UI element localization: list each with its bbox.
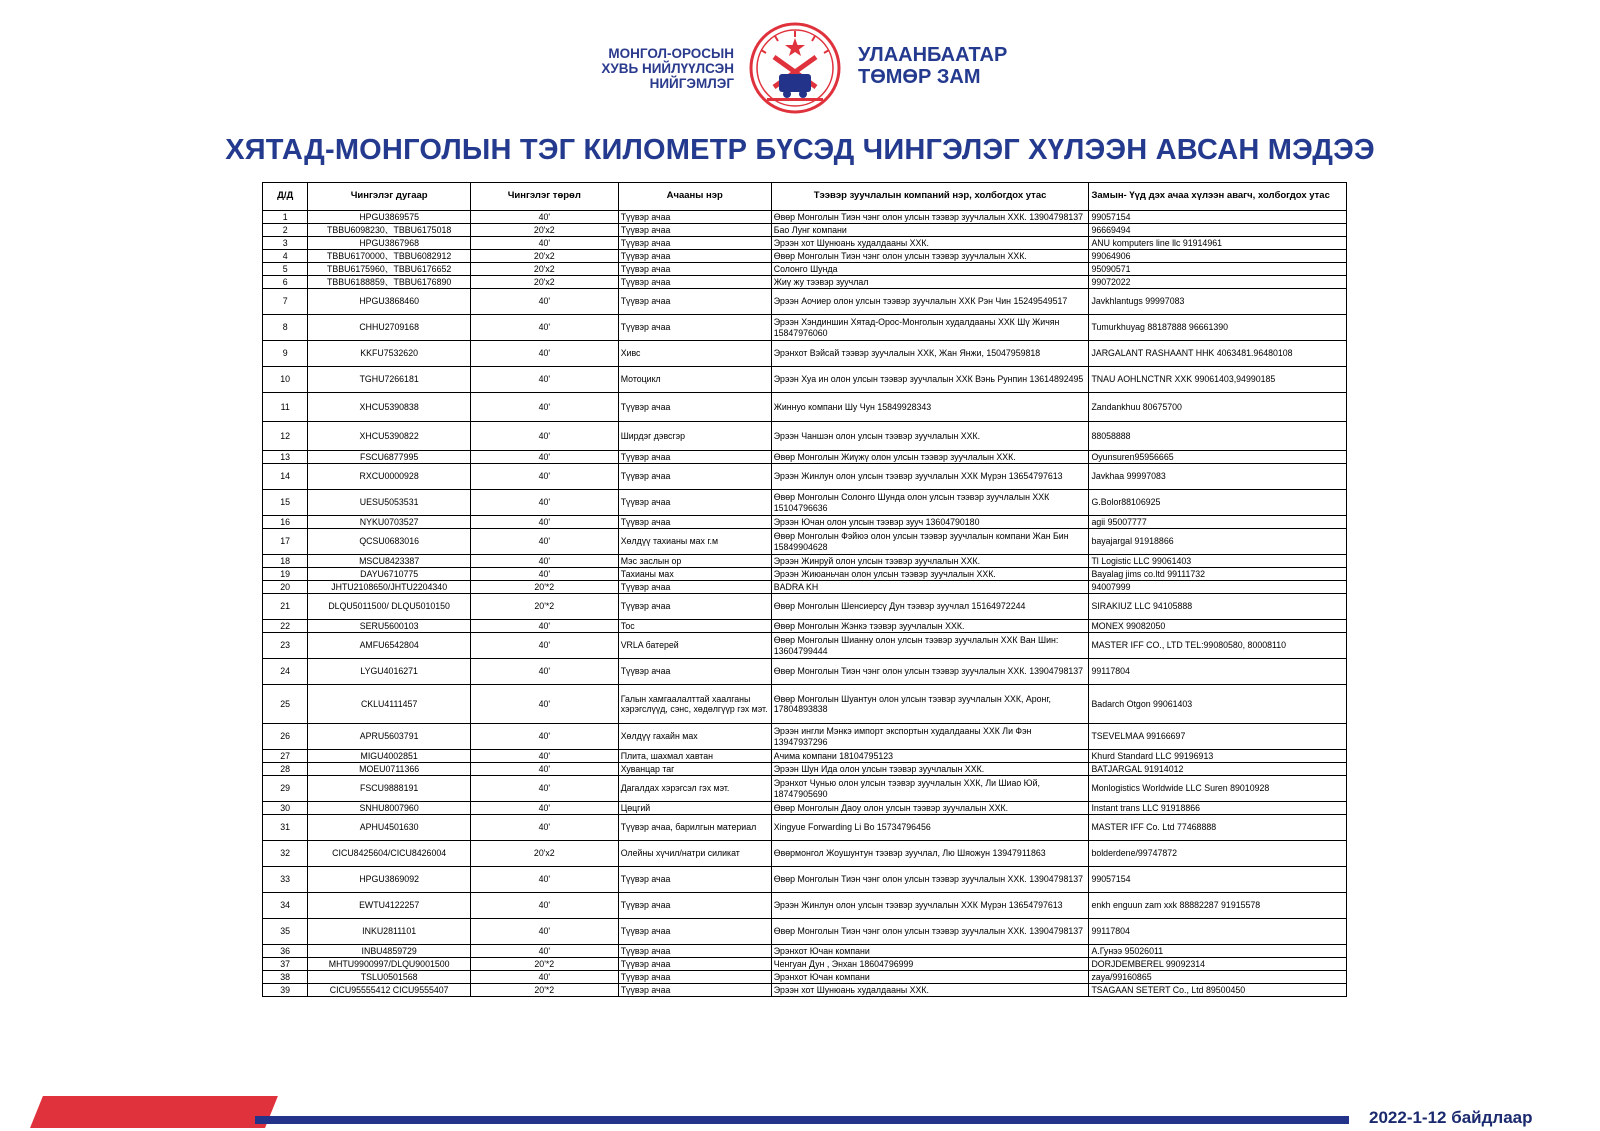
footer-blue-line bbox=[255, 1116, 1349, 1124]
table-row bbox=[263, 841, 1347, 867]
header bbox=[0, 18, 1600, 118]
table-row bbox=[263, 971, 1347, 984]
container-number: DLQU5011500/ DLQU5010150 bbox=[308, 594, 471, 620]
org-left-line-3: НИЙГЭМЛЭГ bbox=[649, 76, 734, 91]
container-number: KKFU7532620 bbox=[308, 341, 471, 367]
table-row bbox=[263, 289, 1347, 315]
forwarder: Эрэнхот Чунью олон улсын тээвэр зуучлалын ХХК, Ли Шиао Юй, 18747905690 bbox=[771, 776, 1089, 802]
table-row bbox=[263, 659, 1347, 685]
table-row bbox=[263, 919, 1347, 945]
receiver: bolderdene/99747872 bbox=[1089, 841, 1347, 867]
forwarder: Эрэнхот Вэйсай тээвэр зуучлалын ХХК, Жан Янжи, 15047959818 bbox=[771, 341, 1089, 367]
table-row bbox=[263, 451, 1347, 464]
container-type: 40' bbox=[470, 685, 618, 724]
cargo-name: Түүвэр ачаа bbox=[618, 919, 771, 945]
receiver: MONEX 99082050 bbox=[1089, 620, 1347, 633]
container-number: SNHU8007960 bbox=[308, 802, 471, 815]
cargo-name: Олейны хүчил/натри силикат bbox=[618, 841, 771, 867]
row-number: 4 bbox=[263, 250, 308, 263]
receiver: 99064906 bbox=[1089, 250, 1347, 263]
table-row bbox=[263, 685, 1347, 724]
cargo-name: Түүвэр ачаа bbox=[618, 315, 771, 341]
table-row bbox=[263, 341, 1347, 367]
table-row bbox=[263, 464, 1347, 490]
cargo-name: Түүвэр ачаа bbox=[618, 393, 771, 422]
receiver: 99117804 bbox=[1089, 659, 1347, 685]
container-number: APRU5603791 bbox=[308, 724, 471, 750]
table-row bbox=[263, 984, 1347, 997]
container-number: NYKU0703527 bbox=[308, 516, 471, 529]
container-type: 20'*2 bbox=[470, 581, 618, 594]
row-number: 6 bbox=[263, 276, 308, 289]
container-number: AMFU6542804 bbox=[308, 633, 471, 659]
receiver: Khurd Standard LLC 99196913 bbox=[1089, 750, 1347, 763]
cargo-name: Түүвэр ачаа, барилгын материал bbox=[618, 815, 771, 841]
cargo-name: Тос bbox=[618, 620, 771, 633]
cargo-name: Түүвэр ачаа bbox=[618, 276, 771, 289]
forwarder: Эрэнхот Ючан компани bbox=[771, 971, 1089, 984]
container-number: HPGU3867968 bbox=[308, 237, 471, 250]
container-number: UESU5053531 bbox=[308, 490, 471, 516]
cargo-name: Түүвэр ачаа bbox=[618, 224, 771, 237]
receiver: 94007999 bbox=[1089, 581, 1347, 594]
receiver: Oyunsuren95956665 bbox=[1089, 451, 1347, 464]
table-row bbox=[263, 581, 1347, 594]
forwarder: Ачима компани 18104795123 bbox=[771, 750, 1089, 763]
container-number: TBBU6188859、TBBU6176890 bbox=[308, 276, 471, 289]
cargo-name: Түүвэр ачаа bbox=[618, 581, 771, 594]
container-number: XHCU5390838 bbox=[308, 393, 471, 422]
row-number: 39 bbox=[263, 984, 308, 997]
row-number: 34 bbox=[263, 893, 308, 919]
row-number: 13 bbox=[263, 451, 308, 464]
cargo-name: Галын хамгаалалттай хаалганы хэрэгслүүд, сэнс, хөдөлгүүр гэх мэт. bbox=[618, 685, 771, 724]
table-row bbox=[263, 555, 1347, 568]
receiver: MASTER IFF Co. Ltd 77468888 bbox=[1089, 815, 1347, 841]
forwarder: Өвөр Монголын Фэйюэ олон улсын тээвэр зуучлалын компани Жан Бин 15849904628 bbox=[771, 529, 1089, 555]
row-number: 5 bbox=[263, 263, 308, 276]
container-number: CHHU2709168 bbox=[308, 315, 471, 341]
container-number: APHU4501630 bbox=[308, 815, 471, 841]
table-row bbox=[263, 237, 1347, 250]
container-number: CICU8425604/CICU8426004 bbox=[308, 841, 471, 867]
org-name-left bbox=[601, 46, 734, 91]
receiver: G.Bolor88106925 bbox=[1089, 490, 1347, 516]
cargo-name: Плита, шахмал хавтан bbox=[618, 750, 771, 763]
row-number: 27 bbox=[263, 750, 308, 763]
table-row bbox=[263, 802, 1347, 815]
receiver: SIRAKIUZ LLC 94105888 bbox=[1089, 594, 1347, 620]
cargo-name: Түүвэр ачаа bbox=[618, 945, 771, 958]
container-number: HPGU3869092 bbox=[308, 867, 471, 893]
receiver: Javkhlantugs 99997083 bbox=[1089, 289, 1347, 315]
cargo-name: Түүвэр ачаа bbox=[618, 893, 771, 919]
table-row bbox=[263, 867, 1347, 893]
cargo-name: Түүвэр ачаа bbox=[618, 250, 771, 263]
container-type: 20'x2 bbox=[470, 250, 618, 263]
container-type: 40' bbox=[470, 568, 618, 581]
page-title: ХЯТАД-МОНГОЛЫН ТЭГ КИЛОМЕТР БҮСЭД ЧИНГЭЛЭГ ХҮЛЭЭН АВСАН МЭДЭЭ bbox=[225, 134, 1375, 166]
table-row bbox=[263, 568, 1347, 581]
forwarder: Өвөр Монголын Тиэн чэнг олон улсын тээвэр зуучлалын ХХК. 13904798137 bbox=[771, 867, 1089, 893]
table-row bbox=[263, 211, 1347, 224]
org-right-line-2: ТӨМӨР ЗАМ bbox=[858, 66, 981, 88]
forwarder: Эрээн ингли Мэнкэ импорт экспортын худалдааны ХХК Ли Фэн 13947937296 bbox=[771, 724, 1089, 750]
row-number: 3 bbox=[263, 237, 308, 250]
receiver: 99057154 bbox=[1089, 211, 1347, 224]
container-number: LYGU4016271 bbox=[308, 659, 471, 685]
container-type: 40' bbox=[470, 750, 618, 763]
container-type: 40' bbox=[470, 919, 618, 945]
container-type: 40' bbox=[470, 516, 618, 529]
container-number: HPGU3869575 bbox=[308, 211, 471, 224]
cargo-name: Түүвэр ачаа bbox=[618, 237, 771, 250]
container-number: FSCU6877995 bbox=[308, 451, 471, 464]
container-type: 40' bbox=[470, 289, 618, 315]
forwarder: BADRA KH bbox=[771, 581, 1089, 594]
container-number: JHTU2108650/JHTU2204340 bbox=[308, 581, 471, 594]
forwarder: Xingyue Forwarding Li Bo 15734796456 bbox=[771, 815, 1089, 841]
row-number: 18 bbox=[263, 555, 308, 568]
container-number: EWTU4122257 bbox=[308, 893, 471, 919]
forwarder: Эрээн Жиюаньчан олон улсын тээвэр зуучлалын ХХК. bbox=[771, 568, 1089, 581]
container-type: 40' bbox=[470, 237, 618, 250]
receiver: 99072022 bbox=[1089, 276, 1347, 289]
row-number: 36 bbox=[263, 945, 308, 958]
cargo-name: Түүвэр ачаа bbox=[618, 464, 771, 490]
row-number: 1 bbox=[263, 211, 308, 224]
row-number: 15 bbox=[263, 490, 308, 516]
receiver: ANU komputers line llc 91914961 bbox=[1089, 237, 1347, 250]
cargo-name: Хөлдүү гахайн мах bbox=[618, 724, 771, 750]
container-type: 40' bbox=[470, 724, 618, 750]
footer-date: 2022-1-12 байдлаар bbox=[1369, 1108, 1533, 1127]
row-number: 16 bbox=[263, 516, 308, 529]
col-header-forwarder: Тээвэр зуучлалын компаний нэр, холбогдох утас bbox=[771, 183, 1089, 211]
container-number: MOEU0711366 bbox=[308, 763, 471, 776]
cargo-name: Мэс заслын ор bbox=[618, 555, 771, 568]
container-number: MHTU9900997/DLQU9001500 bbox=[308, 958, 471, 971]
receiver: А.Гунээ 95026011 bbox=[1089, 945, 1347, 958]
container-type: 40' bbox=[470, 945, 618, 958]
receiver: 96669494 bbox=[1089, 224, 1347, 237]
receiver: Tl Logistic LLC 99061403 bbox=[1089, 555, 1347, 568]
forwarder: Өвөр Монголын Тиэн чэнг олон улсын тээвэр зуучлалын ХХК. 13904798137 bbox=[771, 659, 1089, 685]
col-header-cargo-name: Ачааны нэр bbox=[618, 183, 771, 211]
receiver: TNAU AOHLNCTNR XXK 99061403,94990185 bbox=[1089, 367, 1347, 393]
cargo-name: Ширдэг дэвсгэр bbox=[618, 422, 771, 451]
forwarder: Эрээн Жинлун олон улсын тээвэр зуучлалын ХХК Мүрэн 13654797613 bbox=[771, 893, 1089, 919]
railway-logo-icon bbox=[749, 22, 841, 114]
container-number: RXCU0000928 bbox=[308, 464, 471, 490]
container-type: 40' bbox=[470, 763, 618, 776]
cargo-name: Түүвэр ачаа bbox=[618, 289, 771, 315]
container-type: 20'*2 bbox=[470, 594, 618, 620]
receiver: 99057154 bbox=[1089, 867, 1347, 893]
receiver: TSAGAAN SETERT Co., Ltd 89500450 bbox=[1089, 984, 1347, 997]
forwarder: Өвөр Монголын Тиэн чэнг олон улсын тээвэр зуучлалын ХХК. 13904798137 bbox=[771, 919, 1089, 945]
org-name-right bbox=[858, 44, 1007, 88]
receiver: Javkhaa 99997083 bbox=[1089, 464, 1347, 490]
forwarder: Өвөр Монголын Жэнкэ тээвэр зуучлалын ХХК. bbox=[771, 620, 1089, 633]
container-type: 40' bbox=[470, 367, 618, 393]
container-type: 40' bbox=[470, 529, 618, 555]
cargo-name: Тахианы мах bbox=[618, 568, 771, 581]
container-number: DAYU6710775 bbox=[308, 568, 471, 581]
cargo-name: Түүвэр ачаа bbox=[618, 971, 771, 984]
cargo-name: Түүвэр ачаа bbox=[618, 211, 771, 224]
receiver: Monlogistics Worldwide LLC Suren 89010928 bbox=[1089, 776, 1347, 802]
table-row bbox=[263, 815, 1347, 841]
forwarder: Эрээн хот Шунюань худалдааны ХХК. bbox=[771, 984, 1089, 997]
container-type: 20'x2 bbox=[470, 224, 618, 237]
table-row bbox=[263, 490, 1347, 516]
forwarder: Эрээн Хуа ин олон улсын тээвэр зуучлалын ХХК Вэнь Рунпин 13614892495 bbox=[771, 367, 1089, 393]
container-type: 40' bbox=[470, 393, 618, 422]
row-number: 19 bbox=[263, 568, 308, 581]
receiver: agii 95007777 bbox=[1089, 516, 1347, 529]
receiver: MASTER IFF CO., LTD TEL:99080580, 80008110 bbox=[1089, 633, 1347, 659]
container-type: 40' bbox=[470, 422, 618, 451]
container-number: INKU2811101 bbox=[308, 919, 471, 945]
receiver: zaya/99160865 bbox=[1089, 971, 1347, 984]
receiver: Bayalag jims co.ltd 99111732 bbox=[1089, 568, 1347, 581]
cargo-name: Түүвэр ачаа bbox=[618, 867, 771, 893]
cargo-name: VRLA батерей bbox=[618, 633, 771, 659]
container-type: 40' bbox=[470, 464, 618, 490]
row-number: 32 bbox=[263, 841, 308, 867]
container-type: 20'x2 bbox=[470, 841, 618, 867]
receiver: 88058888 bbox=[1089, 422, 1347, 451]
container-type: 40' bbox=[470, 802, 618, 815]
table-row bbox=[263, 620, 1347, 633]
row-number: 2 bbox=[263, 224, 308, 237]
container-number: TBBU6098230、TBBU6175018 bbox=[308, 224, 471, 237]
container-number: SERU5600103 bbox=[308, 620, 471, 633]
container-number: HPGU3868460 bbox=[308, 289, 471, 315]
receiver: Badarch Otgon 99061403 bbox=[1089, 685, 1347, 724]
row-number: 25 bbox=[263, 685, 308, 724]
container-number: FSCU9888191 bbox=[308, 776, 471, 802]
forwarder: Эрэнхот Ючан компани bbox=[771, 945, 1089, 958]
row-number: 8 bbox=[263, 315, 308, 341]
row-number: 7 bbox=[263, 289, 308, 315]
table-row bbox=[263, 516, 1347, 529]
forwarder: Солонго Шунда bbox=[771, 263, 1089, 276]
forwarder: Эрээн Шун Ида олон улсын тээвэр зуучлалын ХХК. bbox=[771, 763, 1089, 776]
table-row bbox=[263, 393, 1347, 422]
cargo-name: Цөцгий bbox=[618, 802, 771, 815]
receiver: bayajargal 91918866 bbox=[1089, 529, 1347, 555]
container-number: CKLU4111457 bbox=[308, 685, 471, 724]
org-left-line-2: ХУВЬ НИЙЛҮҮЛСЭН bbox=[601, 61, 734, 76]
container-number: TBBU6170000、TBBU6082912 bbox=[308, 250, 471, 263]
table-body bbox=[263, 211, 1347, 997]
row-number: 11 bbox=[263, 393, 308, 422]
cargo-name: Түүвэр ачаа bbox=[618, 984, 771, 997]
container-number: CICU95555412 CICU9555407 bbox=[308, 984, 471, 997]
container-type: 40' bbox=[470, 971, 618, 984]
forwarder: Өвөрмонгол Жоушунтун тээвэр зуучлал, Лю Шяожун 13947911863 bbox=[771, 841, 1089, 867]
container-type: 20'x2 bbox=[470, 276, 618, 289]
receiver: Instant trans LLC 91918866 bbox=[1089, 802, 1347, 815]
org-left-line-1: МОНГОЛ-ОРОСЫН bbox=[608, 46, 734, 61]
row-number: 20 bbox=[263, 581, 308, 594]
container-type: 40' bbox=[470, 659, 618, 685]
table-row bbox=[263, 893, 1347, 919]
container-type: 20'*2 bbox=[470, 958, 618, 971]
forwarder: Өвөр Монголын Шуантун олон улсын тээвэр зуучлалын ХХК, Аронг, 17804893838 bbox=[771, 685, 1089, 724]
container-type: 20'x2 bbox=[470, 263, 618, 276]
table-row bbox=[263, 776, 1347, 802]
forwarder: Эрээн Чаншэн олон улсын тээвэр зуучлалын ХХК. bbox=[771, 422, 1089, 451]
container-number: INBU4859729 bbox=[308, 945, 471, 958]
cargo-name: Түүвэр ачаа bbox=[618, 451, 771, 464]
col-header-no: Д/Д bbox=[263, 183, 308, 211]
forwarder: Эрээн Жинлун олон улсын тээвэр зуучлалын ХХК Мүрэн 13654797613 bbox=[771, 464, 1089, 490]
table-row bbox=[263, 633, 1347, 659]
row-number: 37 bbox=[263, 958, 308, 971]
forwarder: Өвөр Монголын Шианну олон улсын тээвэр зуучлалын ХХК Ван Шин: 13604799444 bbox=[771, 633, 1089, 659]
row-number: 33 bbox=[263, 867, 308, 893]
cargo-name: Түүвэр ачаа bbox=[618, 958, 771, 971]
container-number: TBBU6175960、TBBU6176652 bbox=[308, 263, 471, 276]
cargo-name: Түүвэр ачаа bbox=[618, 594, 771, 620]
row-number: 38 bbox=[263, 971, 308, 984]
cargo-name: Мотоцикл bbox=[618, 367, 771, 393]
receiver: JARGALANT RASHAANT HHK 4063481.96480108 bbox=[1089, 341, 1347, 367]
cargo-name: Түүвэр ачаа bbox=[618, 659, 771, 685]
cargo-name: Түүвэр ачаа bbox=[618, 263, 771, 276]
row-number: 30 bbox=[263, 802, 308, 815]
row-number: 24 bbox=[263, 659, 308, 685]
container-number: XHCU5390822 bbox=[308, 422, 471, 451]
receiver: enkh enguun zam xxk 88882287 91915578 bbox=[1089, 893, 1347, 919]
forwarder: Жиннуо компани Шу Чун 15849928343 bbox=[771, 393, 1089, 422]
forwarder: Эрээн Хэндиншин Хятад-Орос-Монголын худалдааны ХХК Шү Жичян 15847976060 bbox=[771, 315, 1089, 341]
table-row bbox=[263, 422, 1347, 451]
row-number: 14 bbox=[263, 464, 308, 490]
receiver: BATJARGAL 91914012 bbox=[1089, 763, 1347, 776]
forwarder: Эрээн Жинруй олон улсын тээвэр зуучлалын ХХК. bbox=[771, 555, 1089, 568]
container-type: 40' bbox=[470, 211, 618, 224]
row-number: 31 bbox=[263, 815, 308, 841]
table-row bbox=[263, 250, 1347, 263]
cargo-name: Хуванцар таг bbox=[618, 763, 771, 776]
org-right-line-1: УЛААНБААТАР bbox=[858, 44, 1008, 66]
row-number: 12 bbox=[263, 422, 308, 451]
forwarder: Эрээн Аочиер олон улсын тээвэр зуучлалын ХХК Рэн Чин 15249549517 bbox=[771, 289, 1089, 315]
receiver: Tumurkhuyag 88187888 96661390 bbox=[1089, 315, 1347, 341]
forwarder: Өвөр Монголын Даоу олон улсын тээвэр зуучлалын ХХК. bbox=[771, 802, 1089, 815]
row-number: 17 bbox=[263, 529, 308, 555]
cargo-name: Түүвэр ачаа bbox=[618, 516, 771, 529]
row-number: 26 bbox=[263, 724, 308, 750]
forwarder: Өвөр Монголын Жиүжү олон улсын тээвэр зуучлалын ХХК. bbox=[771, 451, 1089, 464]
row-number: 22 bbox=[263, 620, 308, 633]
container-type: 40' bbox=[470, 893, 618, 919]
forwarder: Бао Лунг компани bbox=[771, 224, 1089, 237]
container-type: 40' bbox=[470, 490, 618, 516]
col-header-container-type: Чингэлэг төрөл bbox=[470, 183, 618, 211]
container-number: MIGU4002851 bbox=[308, 750, 471, 763]
forwarder: Жиү жу тээвэр зуучлал bbox=[771, 276, 1089, 289]
row-number: 23 bbox=[263, 633, 308, 659]
forwarder: Ченгуан Дун , Энхан 18604796999 bbox=[771, 958, 1089, 971]
container-type: 40' bbox=[470, 633, 618, 659]
table-row bbox=[263, 750, 1347, 763]
row-number: 21 bbox=[263, 594, 308, 620]
forwarder: Эрээн хот Шунюань худалдааны ХХК. bbox=[771, 237, 1089, 250]
table-row bbox=[263, 958, 1347, 971]
row-number: 35 bbox=[263, 919, 308, 945]
receiver: Zandankhuu 80675700 bbox=[1089, 393, 1347, 422]
table-row bbox=[263, 529, 1347, 555]
container-number: QCSU0683016 bbox=[308, 529, 471, 555]
container-type: 40' bbox=[470, 555, 618, 568]
receiver: DORJDEMBEREL 99092314 bbox=[1089, 958, 1347, 971]
receiver: 99117804 bbox=[1089, 919, 1347, 945]
container-type: 40' bbox=[470, 341, 618, 367]
table-row bbox=[263, 224, 1347, 237]
cargo-name: Хөлдүү тахианы мах г.м bbox=[618, 529, 771, 555]
container-type: 20'*2 bbox=[470, 984, 618, 997]
col-header-receiver: Замын- Үүд дэх ачаа хүлээн авагч, холбогдох утас bbox=[1089, 183, 1347, 211]
container-table bbox=[262, 182, 1347, 997]
forwarder: Өвөр Монголын Шенсиерсү Дун тээвэр зуучлал 15164972244 bbox=[771, 594, 1089, 620]
row-number: 9 bbox=[263, 341, 308, 367]
table-row bbox=[263, 263, 1347, 276]
container-type: 40' bbox=[470, 776, 618, 802]
table-row bbox=[263, 724, 1347, 750]
container-number: MSCU8423387 bbox=[308, 555, 471, 568]
container-number: TGHU7266181 bbox=[308, 367, 471, 393]
row-number: 28 bbox=[263, 763, 308, 776]
container-type: 40' bbox=[470, 315, 618, 341]
table-row bbox=[263, 276, 1347, 289]
receiver: 95090571 bbox=[1089, 263, 1347, 276]
container-type: 40' bbox=[470, 620, 618, 633]
cargo-name: Түүвэр ачаа bbox=[618, 490, 771, 516]
table-row bbox=[263, 763, 1347, 776]
forwarder: Эрээн Ючан олон улсын тээвэр зууч 13604790180 bbox=[771, 516, 1089, 529]
forwarder: Өвөр Монголын Солонго Шунда олон улсын тээвэр зуучлалын ХХК 15104796636 bbox=[771, 490, 1089, 516]
table-row bbox=[263, 945, 1347, 958]
row-number: 10 bbox=[263, 367, 308, 393]
container-type: 40' bbox=[470, 815, 618, 841]
table-row bbox=[263, 594, 1347, 620]
container-type: 40' bbox=[470, 451, 618, 464]
container-number: TSLU0501568 bbox=[308, 971, 471, 984]
footer-red-stripe bbox=[30, 1096, 278, 1128]
col-header-container-number: Чингэлэг дугаар bbox=[308, 183, 471, 211]
row-number: 29 bbox=[263, 776, 308, 802]
table-row bbox=[263, 315, 1347, 341]
receiver: TSEVELMAA 99166697 bbox=[1089, 724, 1347, 750]
table-row bbox=[263, 367, 1347, 393]
cargo-name: Хивс bbox=[618, 341, 771, 367]
forwarder: Өвөр Монголын Тиэн чэнг олон улсын тээвэр зуучлалын ХХК. 13904798137 bbox=[771, 211, 1089, 224]
container-type: 40' bbox=[470, 867, 618, 893]
cargo-name: Дагалдах хэрэгсэл гэх мэт. bbox=[618, 776, 771, 802]
forwarder: Өвөр Монголын Тиэн чэнг олон улсын тээвэр зуучлалын ХХК. bbox=[771, 250, 1089, 263]
table-header-row bbox=[263, 183, 1347, 211]
